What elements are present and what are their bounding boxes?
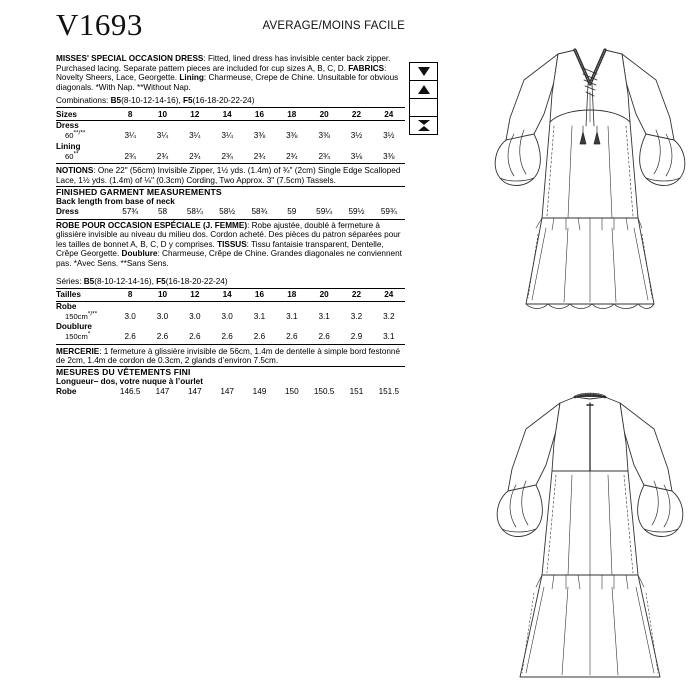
mercerie-body: : 1 fermeture à glissière invisible de 56cm, 1.4m de dentelle à simple bord festonné de 2cm, 1.4m de cordon de 0.3cm, 2 glands d’environ 7.5cm. (56, 346, 401, 366)
sizes-header: Sizes (56, 108, 114, 121)
table-row (56, 152, 405, 164)
notions-body: : One 22" (56cm) Invisible Zipper, 1½ yds. (1.4m) of ¾" (2cm) Single Edge Scalloped Lace, 1½ yds. (1.4m) of ⅛" (0.3cm) Cording, Two Approx. 3" (7.5cm) Tassels. (56, 166, 401, 185)
cell: 58¼ (186, 207, 203, 217)
cell: 3⅜ (253, 131, 266, 141)
cell: 2¾ (114, 152, 146, 164)
combinations-french (56, 277, 405, 288)
combo-b5-sizes: (8-10-12-14-16), (121, 96, 183, 106)
cell: 59¼ (316, 207, 333, 217)
cell: 3.0 (189, 311, 201, 321)
cell: 2.9 (340, 332, 372, 344)
cell: 147 (220, 387, 234, 397)
row-label-dress: Dress (56, 207, 79, 217)
illustration-column (470, 0, 700, 700)
combo-b5-label-fr: B5 (83, 276, 95, 286)
cell: 2.6 (179, 332, 211, 344)
fabric-symbol-stack (409, 62, 438, 135)
finished-measurements-subheading-en: Back length from base of neck (56, 197, 175, 207)
size-col-3: 14 (211, 108, 243, 121)
difficulty-label: AVERAGE/MOINS FACILE (262, 20, 405, 32)
table-row (56, 322, 405, 332)
table-row (56, 387, 405, 398)
table-row (56, 301, 405, 312)
cell: 2¾ (179, 152, 211, 164)
cell: 3.0 (221, 311, 233, 321)
cell: 2.6 (114, 332, 146, 344)
cell: 3.0 (124, 311, 136, 321)
cell: 3¼ (124, 131, 136, 141)
table-row (56, 142, 405, 152)
cell: 3.0 (156, 311, 169, 321)
mercerie-french (56, 347, 405, 366)
size-col-2: 12 (179, 108, 211, 121)
finished-measurements-table-english (56, 207, 405, 218)
table-row (56, 207, 405, 218)
yardage-table-english (56, 107, 405, 164)
cell: 3¼ (221, 131, 233, 141)
cell: 151 (349, 387, 364, 397)
cell: 3½ (383, 131, 395, 141)
width-value: 150cm (65, 311, 88, 321)
size-col-1: 10 (146, 108, 178, 121)
width-marks: * (87, 330, 91, 338)
cell: 58½ (219, 207, 236, 217)
finished-measurements-table-french (56, 387, 405, 398)
doublure-body: : Charmeuse, Crêpe de Chine. Grandes diagonales ne conviennent pas. *Avec Sens. **Sans Sens. (56, 249, 402, 268)
combinations-english-prefix: Combinations: (56, 96, 111, 106)
combo-f5-label-fr: F5 (156, 276, 166, 286)
table-row (56, 332, 405, 344)
triangle-down-icon (410, 63, 437, 81)
blank-icon (410, 99, 437, 117)
size-col-4: 16 (243, 288, 275, 301)
cell: 3.2 (383, 311, 395, 321)
yardage-table-french (56, 288, 405, 345)
description-english (56, 54, 405, 92)
cell: 147 (187, 387, 202, 397)
cell: 3.1 (253, 311, 266, 321)
divider (56, 219, 405, 220)
cell: 146.5 (119, 387, 141, 397)
cell: 58¾ (251, 207, 268, 217)
cell: 3⅜ (318, 131, 330, 141)
description-french-body: : Robe ajustée, doublé à fermeture à glissière invisible au niveau du milieu dos. Cordon acheté. Des pièces du patron séparées pour les tailles de bonnet A, B, C, D y comprises. (56, 220, 401, 249)
tailles-header: Tailles (56, 288, 114, 301)
cell: 2¾ (211, 152, 243, 164)
cell: 2¾ (146, 152, 178, 164)
description-english-title: MISSES' SPECIAL OCCASION DRESS (56, 54, 204, 63)
table-row (56, 131, 405, 142)
tissus-label: TISSUS (217, 239, 247, 249)
width-value: 60 (65, 131, 74, 141)
cell: 2.6 (276, 332, 308, 344)
cell: 3.2 (350, 311, 363, 321)
group-label-doublure: Doublure (56, 322, 92, 332)
cell: 2.6 (308, 332, 340, 344)
tissus-body: : Tissu fantaisie transparent, Dentelle, Crêpe Georgette. (56, 239, 384, 259)
cell: 59¾ (380, 207, 397, 217)
size-col-7: 22 (340, 288, 372, 301)
combo-f5-sizes-fr: (16-18-20-22-24) (165, 276, 228, 286)
cell: 3.1 (286, 311, 298, 321)
cell: 3.1 (373, 332, 405, 344)
combo-b5-sizes-fr: (8-10-12-14-16), (94, 276, 157, 286)
finished-measurements-heading-fr: MESURES DU VÊTEMENTS FINI (56, 366, 191, 377)
cell: 149 (252, 387, 267, 397)
dress-back-view (480, 385, 700, 685)
cell: 3½ (350, 131, 363, 141)
cell: 3⅜ (373, 152, 405, 164)
cell: 2¾ (243, 152, 275, 164)
size-col-8: 24 (373, 288, 405, 301)
width-value: 60 (65, 151, 74, 161)
cell: 2.6 (146, 332, 178, 344)
row-label-robe: Robe (56, 387, 77, 397)
cell: 2.6 (243, 332, 275, 344)
dress-front-view (480, 22, 700, 332)
finished-measurements-heading-en: FINISHED GARMENT MEASUREMENTS (56, 186, 222, 197)
notions-english (56, 166, 405, 185)
size-col-2: 12 (179, 288, 211, 301)
cell: 2¾ (276, 152, 308, 164)
table-header-row (56, 108, 405, 121)
text-column (56, 8, 405, 398)
cell: 3⅜ (286, 131, 298, 141)
group-label-dress: Dress (56, 121, 79, 131)
cell: 150.5 (313, 387, 335, 397)
width-marks: ** (73, 150, 79, 158)
size-col-5: 18 (276, 288, 308, 301)
lining-body: : Charmeuse, Crepe de Chine. Unsuitable for obvious diagonals. *With Nap. **Without Nap. (56, 73, 399, 92)
cell: 2¾ (308, 152, 340, 164)
notions-label: NOTIONS (56, 166, 94, 176)
fabric-width-lining (56, 152, 114, 164)
table-row (56, 312, 405, 323)
combinations-english (56, 96, 405, 107)
cell: 151.5 (378, 387, 400, 397)
combo-b5-label: B5 (110, 96, 122, 106)
lining-label: Lining (179, 73, 204, 83)
combo-f5-sizes: (16-18-20-22-24) (192, 96, 255, 106)
description-french-title: ROBE POUR OCCASION ESPÉCIALE (J. FEMME) (56, 220, 248, 230)
width-marks: */** (87, 310, 98, 317)
fabric-width-robe (56, 312, 114, 323)
cell: 3⅛ (340, 152, 372, 164)
size-col-0: 8 (114, 108, 146, 121)
triangle-up-icon (410, 81, 437, 99)
size-col-3: 14 (211, 288, 243, 301)
cell: 147 (155, 387, 170, 397)
table-row (56, 121, 405, 132)
finished-measurements-subheading-fr: Longueur– dos, votre nuque à l’ourlet (56, 377, 203, 387)
cell: 3¼ (189, 131, 201, 141)
fabrics-body: : Novelty Sheers, Lace, Georgette. (56, 63, 387, 83)
table-header-row (56, 288, 405, 301)
group-label-lining: Lining (56, 141, 81, 151)
fabrics-label: FABRICS (348, 63, 385, 73)
description-english-body: : Fitted, lined dress has invisible center back zipper. Purchased lacing. Separate pattern pieces are included for cup sizes A, B, C, D. (56, 54, 391, 73)
size-col-8: 24 (373, 108, 405, 121)
cell: 59½ (348, 207, 365, 217)
cell: 3¼ (156, 131, 169, 141)
cell: 150 (284, 387, 299, 397)
fabric-width-doublure (56, 332, 114, 344)
cell: 3.1 (318, 311, 330, 321)
size-col-6: 20 (308, 108, 340, 121)
doublure-label: Doublure (121, 249, 158, 259)
size-col-7: 22 (340, 108, 372, 121)
cell: 57¾ (122, 207, 139, 217)
fabric-width-dress (56, 131, 114, 142)
description-french (56, 221, 405, 269)
width-value: 150cm (65, 332, 88, 342)
hourglass-icon (410, 117, 437, 134)
cell: 58 (157, 207, 168, 217)
width-marks: **/** (73, 129, 86, 137)
header-row (56, 8, 405, 46)
mercerie-label: MERCERIE (56, 346, 100, 356)
size-col-0: 8 (114, 288, 146, 301)
combo-f5-label: F5 (182, 96, 193, 106)
cell: 59 (287, 207, 297, 217)
combinations-french-prefix: Séries: (56, 276, 84, 286)
size-col-4: 16 (243, 108, 275, 121)
size-col-6: 20 (308, 288, 340, 301)
size-col-1: 10 (146, 288, 178, 301)
group-label-robe: Robe (56, 301, 77, 311)
size-col-5: 18 (276, 108, 308, 121)
page-title: V1693 (56, 7, 143, 42)
cell: 2.6 (211, 332, 243, 344)
